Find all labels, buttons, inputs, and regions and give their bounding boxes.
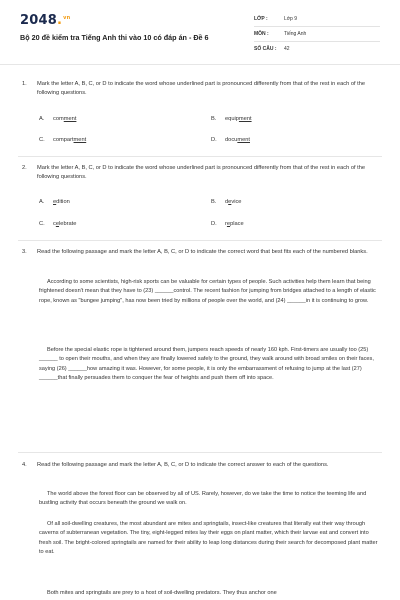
q2-option-c[interactable] [39,221,76,227]
option-letter: D. [211,221,217,227]
meta-subject [254,31,306,37]
passage-paragraph: Of all soil-dwelling creatures, the most abundant are mites and springtails, insect-like creatures that literally eat their way through caverns of subterranean vegetation. The tiny, eight-legged mites lay their eggs on plant matter, which their larvae eat and convert into fresh soil. The bright-colored springtails are named for their ability to leap long distances during their search for decomposed plant matter to eat. [39,521,378,556]
option-letter: A. [39,199,45,205]
option-letter: D. [211,137,217,143]
q2-option-d[interactable] [211,221,244,227]
option-text: place [230,221,244,227]
option-text: r [225,221,227,227]
passage-paragraph: Both mites and springtails are prey to a host of soil-dwelling predators. They thus anchor one [47,590,277,596]
meta-count-key: SỐ CÂU : [254,46,277,52]
option-text: lebrate [59,221,77,227]
q2-option-b[interactable] [211,199,241,205]
option-underlined: e [226,221,231,227]
passage-paragraph: The world above the forest floor can be observed by all of US. Rarely, however, do we take the time to notice the teeming life and bustling activity that occurs beneath the ground we walk on. [39,491,367,507]
passage-paragraph: Before the special elastic rope is tightened around them, jumpers reach speeds of nearly 160 kph. First-timers are usually too (25) ______ to open their mouths, and when they are finally lowered safely to the ground, they walk around with broad smiles on their faces, saying (26) ______how amazing it was. However, for some people, it is only the embarrassment of refusing to jump at the last (27) ______that finally persuades them to conquer the fear of heights and push them off into space. [39,347,374,382]
question-text: Read the following passage and mark the letter A, B, C, or D to indicate the correct answer to each of the questions. [37,462,329,468]
q1-option-b[interactable] [211,116,252,122]
option-text: vice [231,199,242,205]
option-underlined: ment [237,137,250,143]
logo-number: 2048 [20,13,57,28]
option-letter: B. [211,116,217,122]
option-underlined: e [55,221,60,227]
option-text: com [53,116,64,122]
option-letter: C. [39,221,45,227]
option-underlined: e [53,199,57,205]
question-divider [18,452,382,453]
question-divider [18,156,382,157]
q1-option-c[interactable] [39,137,86,143]
q1-option-d[interactable] [211,137,250,143]
option-text: compart [53,137,74,143]
meta-grade-value: Lớp 9 [284,16,298,22]
header-divider [0,64,400,65]
meta-count [254,46,290,52]
question-number: 3. [22,249,27,255]
meta-grade [254,16,297,22]
meta-grade-key: LỚP : [254,16,268,22]
question-divider [18,240,382,241]
meta-count-value: 42 [284,46,290,52]
q2-option-a[interactable] [39,199,70,205]
question-text: Read the following passage and mark the letter A, B, C, or D to indicate the correct word that best fits each of the numbered blanks. [37,249,368,255]
document-title: Bộ 20 đề kiểm tra Tiếng Anh thi vào 10 có đáp án - Đề 6 [20,33,209,42]
question-text: Mark the letter A, B, C, or D to indicate the word whose underlined part is pronounced differently from that of the rest in each of the following questions. [37,81,366,96]
option-text: d [225,199,229,205]
question-text: Mark the letter A, B, C, or D to indicate the word whose underlined part is pronounced differently from that of the rest in each of the following questions. [37,165,366,180]
option-letter: C. [39,137,45,143]
site-logo[interactable] [20,13,70,28]
option-underlined: e [228,199,232,205]
option-letter: A. [39,116,45,122]
option-text: docu [225,137,238,143]
logo-dot: . [56,13,63,28]
page-header [0,0,400,64]
meta-subject-value: Tiếng Anh [284,31,307,37]
meta-divider [254,26,380,27]
option-underlined: ment [73,137,87,143]
option-underlined: ment [238,116,252,122]
option-text: equip [225,116,239,122]
question-number: 4. [22,462,27,468]
logo-vn: vn [63,14,71,21]
option-underlined: ment [63,116,77,122]
question-number: 2. [22,165,27,171]
passage-paragraph: According to some scientists, high-risk sports can be valuable for certain types of people. Such activities help them learn that being frightened doesn't mean that they have to (23) ______control. The recent fashion for jumping from bridges attached to a length of elastic rope, known as "bungee jumping", has now been tried by millions of people over the world, and (24) ______in it is continuing to grow. [39,279,376,304]
option-letter: B. [211,199,217,205]
meta-subject-key: MÔN : [254,31,269,37]
option-text: c [53,221,56,227]
q1-option-a[interactable] [39,116,76,122]
question-number: 1. [22,81,27,87]
option-text: dition [56,199,70,205]
meta-divider [254,41,380,42]
